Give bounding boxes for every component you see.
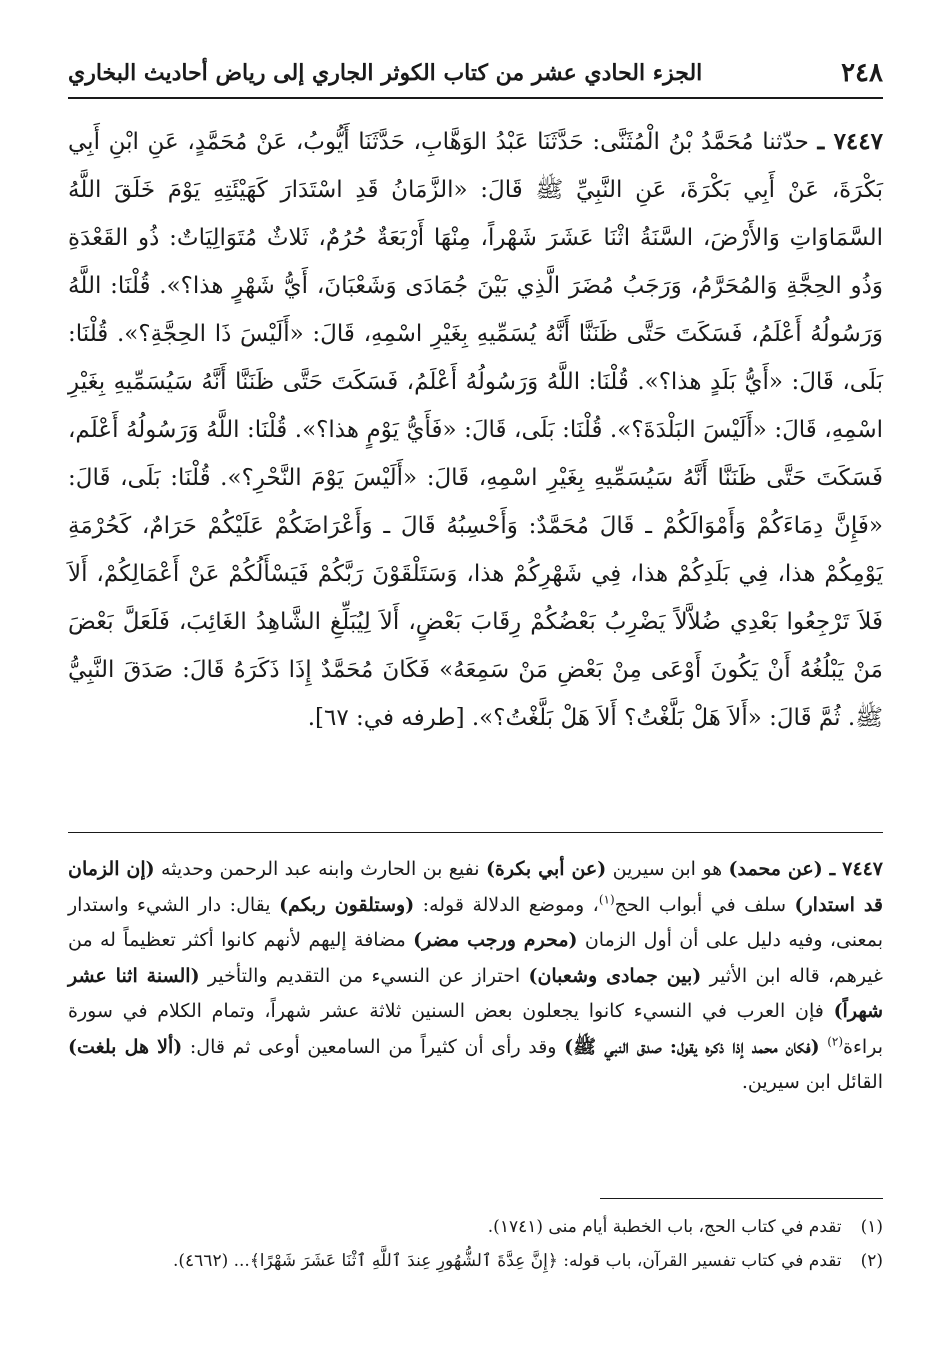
commentary-term: (عن أبي بكرة) — [485, 858, 607, 880]
commentary-text: احتراز عن النسيء من التقديم والتأخير — [199, 964, 529, 987]
commentary-term: (وستلقون ربكم) — [279, 893, 415, 916]
commentary-term: (محرم ورجب مضر) — [413, 929, 578, 951]
commentary-text: القائل ابن سيرين. — [741, 1071, 883, 1093]
page-header — [68, 52, 883, 98]
commentary-term: (فكان محمد إذا ذكره يقول: صدق النبي ﷺ) — [564, 1035, 820, 1058]
hadith-number: ٧٤٤٧ ـ — [817, 128, 883, 155]
footnote-1 — [68, 1210, 883, 1244]
commentary-term: (ألا هل بلغت) — [68, 1035, 183, 1058]
footnote-ref: (٢) — [827, 1034, 844, 1049]
footnote-separator — [600, 1198, 883, 1199]
commentary-term: (إن الزمان قد استدار) — [68, 858, 883, 916]
commentary-text: نفيع بن الحارث وابنه عبد الرحمن وحديثه — [154, 858, 486, 880]
commentary-text: وقد رأى أن كثيراً من السامعين أوعى ثم قال: — [182, 1035, 565, 1058]
hadith-body: حدّثنا مُحَمَّدُ بْنُ الْمُثَنَّى: حَدَّثَنَا عَبْدُ الوَهَّابِ، حَدَّثَنَا أَيُّوبُ، عَنْ مُحَمَّدٍ، عَنِ ابْنِ أَبِي بَكْرَةَ، عَنْ أَبِي بَكْرَةَ، عَنِ النَّبِيِّ ﷺ قَالَ: «الزَّمَانُ قَدِ اسْتَدَارَ كَهَيْئَتِهِ يَوْمَ خَلَقَ اللَّهُ السَّمَاوَاتِ وَالأَرْضَ، السَّنَةُ اثْنَا عَشَرَ شَهْراً، مِنْهَا أَرْبَعَةٌ حُرُمٌ، ثَلاثٌ مُتَوَالِيَاتٌ: ذُو القَعْدَةِ وَذُو الحِجَّةِ وَالمُحَرَّمُ، وَرَجَبُ مُضَرَ الَّذِي بَيْنَ جُمَادَى وَشَعْبَانَ، أَيُّ شَهْرٍ هذا؟». قُلْنَا: اللَّهُ وَرَسُولُهُ أَعْلَمُ، فَسَكَتَ حَتَّى ظَنَنَّا أَنَّهُ يُسَمِّيهِ بِغَيْرِ اسْمِهِ، قَالَ: «أَلَيْسَ ذَا الحِجَّةِ؟». قُلْنَا: بَلَى، قَالَ: «أَيُّ بَلَدٍ هذا؟». قُلْنَا: اللَّهُ وَرَسُولُهُ أَعْلَمُ، فَسَكَتَ حَتَّى ظَنَنَّا أَنَّهُ سَيُسَمِّيهِ بِغَيْرِ اسْمِهِ، قَالَ: «أَلَيْسَ البَلْدَةَ؟». قُلْنَا: بَلَى، قَالَ: «فَأَيُّ يَوْمٍ هذا؟». قُلْنَا: اللَّهُ وَرَسُولُهُ أَعْلَم، فَسَكَتَ حَتَّى ظَنَنَّا أَنَّهُ سَيُسَمِّيهِ بِغَيْرِ اسْمِهِ، قَالَ: «أَلَيْسَ يَوْمَ النَّحْرِ؟». قُلْنَا: بَلَى، قَالَ: «فَإِنَّ دِمَاءَكُمْ وَأَمْوَالَكُمْ ـ قَالَ مُحَمَّدٌ: وَأَحْسِبُهُ قَالَ ـ وَأَعْرَاضَكُمْ عَلَيْكُمْ حَرَامٌ، كَحُرْمَةِ يَوْمِكُمْ هذا، فِي بَلَدِكُمْ هذا، فِي شَهْرِكُمْ هذا، وَسَتَلْقَوْنَ رَبَّكُمْ فَيَسْأَلُكُمْ عَنْ أَعْمَالِكُمْ، أَلاَ فَلاَ تَرْجِعُوا بَعْدِي ضُلاَّلاً يَضْرِبُ بَعْضُكُمْ رِقَابَ بَعْضٍ، أَلاَ لِيُبَلِّغِ الشَّاهِدُ الغَائِبَ، فَلَعَلَّ بَعْضَ مَنْ يَبْلُغُهُ أَنْ يَكُونَ أَوْعَى مِنْ بَعْضِ مَنْ سَمِعَهُ» فَكَانَ مُحَمَّدٌ إِذَا ذَكَرَهُ قَالَ: صَدَقَ النَّبِيُّ ﷺ. ثُمَّ قَالَ: «أَلاَ هَلْ بَلَّغْتُ؟ أَلاَ هَلْ بَلَّغْتُ؟». [طرفه في: ٦٧]. — [68, 129, 883, 731]
commentary-text: هو ابن سيرين — [606, 858, 729, 880]
footnote-number: (١) — [860, 1217, 883, 1237]
running-title: الجزء الحادي عشر من كتاب الكوثر الجاري إلى رياض أحاديث البخاري — [68, 60, 703, 86]
footnotes — [68, 1210, 883, 1278]
commentary-text: يقال: دار الشيء واستدار بمعنى، وفيه دليل على أن أول الزمان — [68, 893, 883, 951]
footnote-text: تقدم في كتاب الحج، باب الخطبة أيام منى (١٧٤١). — [487, 1217, 842, 1237]
commentary-text: مضافة إليهم لأنهم كانوا أكثر تعظيماً له من غيرهم، قاله ابن الأثير — [68, 929, 883, 987]
footnote-ref: (١) — [598, 892, 615, 907]
header-rule — [68, 97, 883, 99]
hadith-text — [68, 118, 883, 742]
commentary-text: فإن العرب في النسيء كانوا يجعلون بعض السنين ثلاثة عشر شهراً، وتمام الكلام في سورة براءة — [68, 1000, 883, 1058]
commentary-term: (السنة اثنا عشر شهراً) — [68, 964, 883, 1022]
commentary-text: سلف في أبواب الحج — [614, 893, 795, 916]
page-number: ٢٤٨ — [841, 58, 883, 88]
commentary-term: ٧٤٤٧ ـ (عن محمد) — [728, 858, 883, 880]
footnote-number: (٢) — [860, 1251, 883, 1271]
commentary-text: ، وموضع الدلالة قوله: — [414, 893, 599, 916]
footnote-2 — [68, 1244, 883, 1278]
commentary — [68, 852, 883, 1101]
footnote-text: تقدم في كتاب تفسير القرآن، باب قوله: ﴿إِنَّ عِدَّةَ ٱلشُّهُورِ عِندَ ٱللَّهِ ٱثْنَا عَشَرَ شَهْرًا﴾... (٤٦٦٢). — [173, 1251, 842, 1271]
commentary-separator — [68, 832, 883, 833]
commentary-term: (بين جمادى وشعبان) — [528, 964, 702, 987]
